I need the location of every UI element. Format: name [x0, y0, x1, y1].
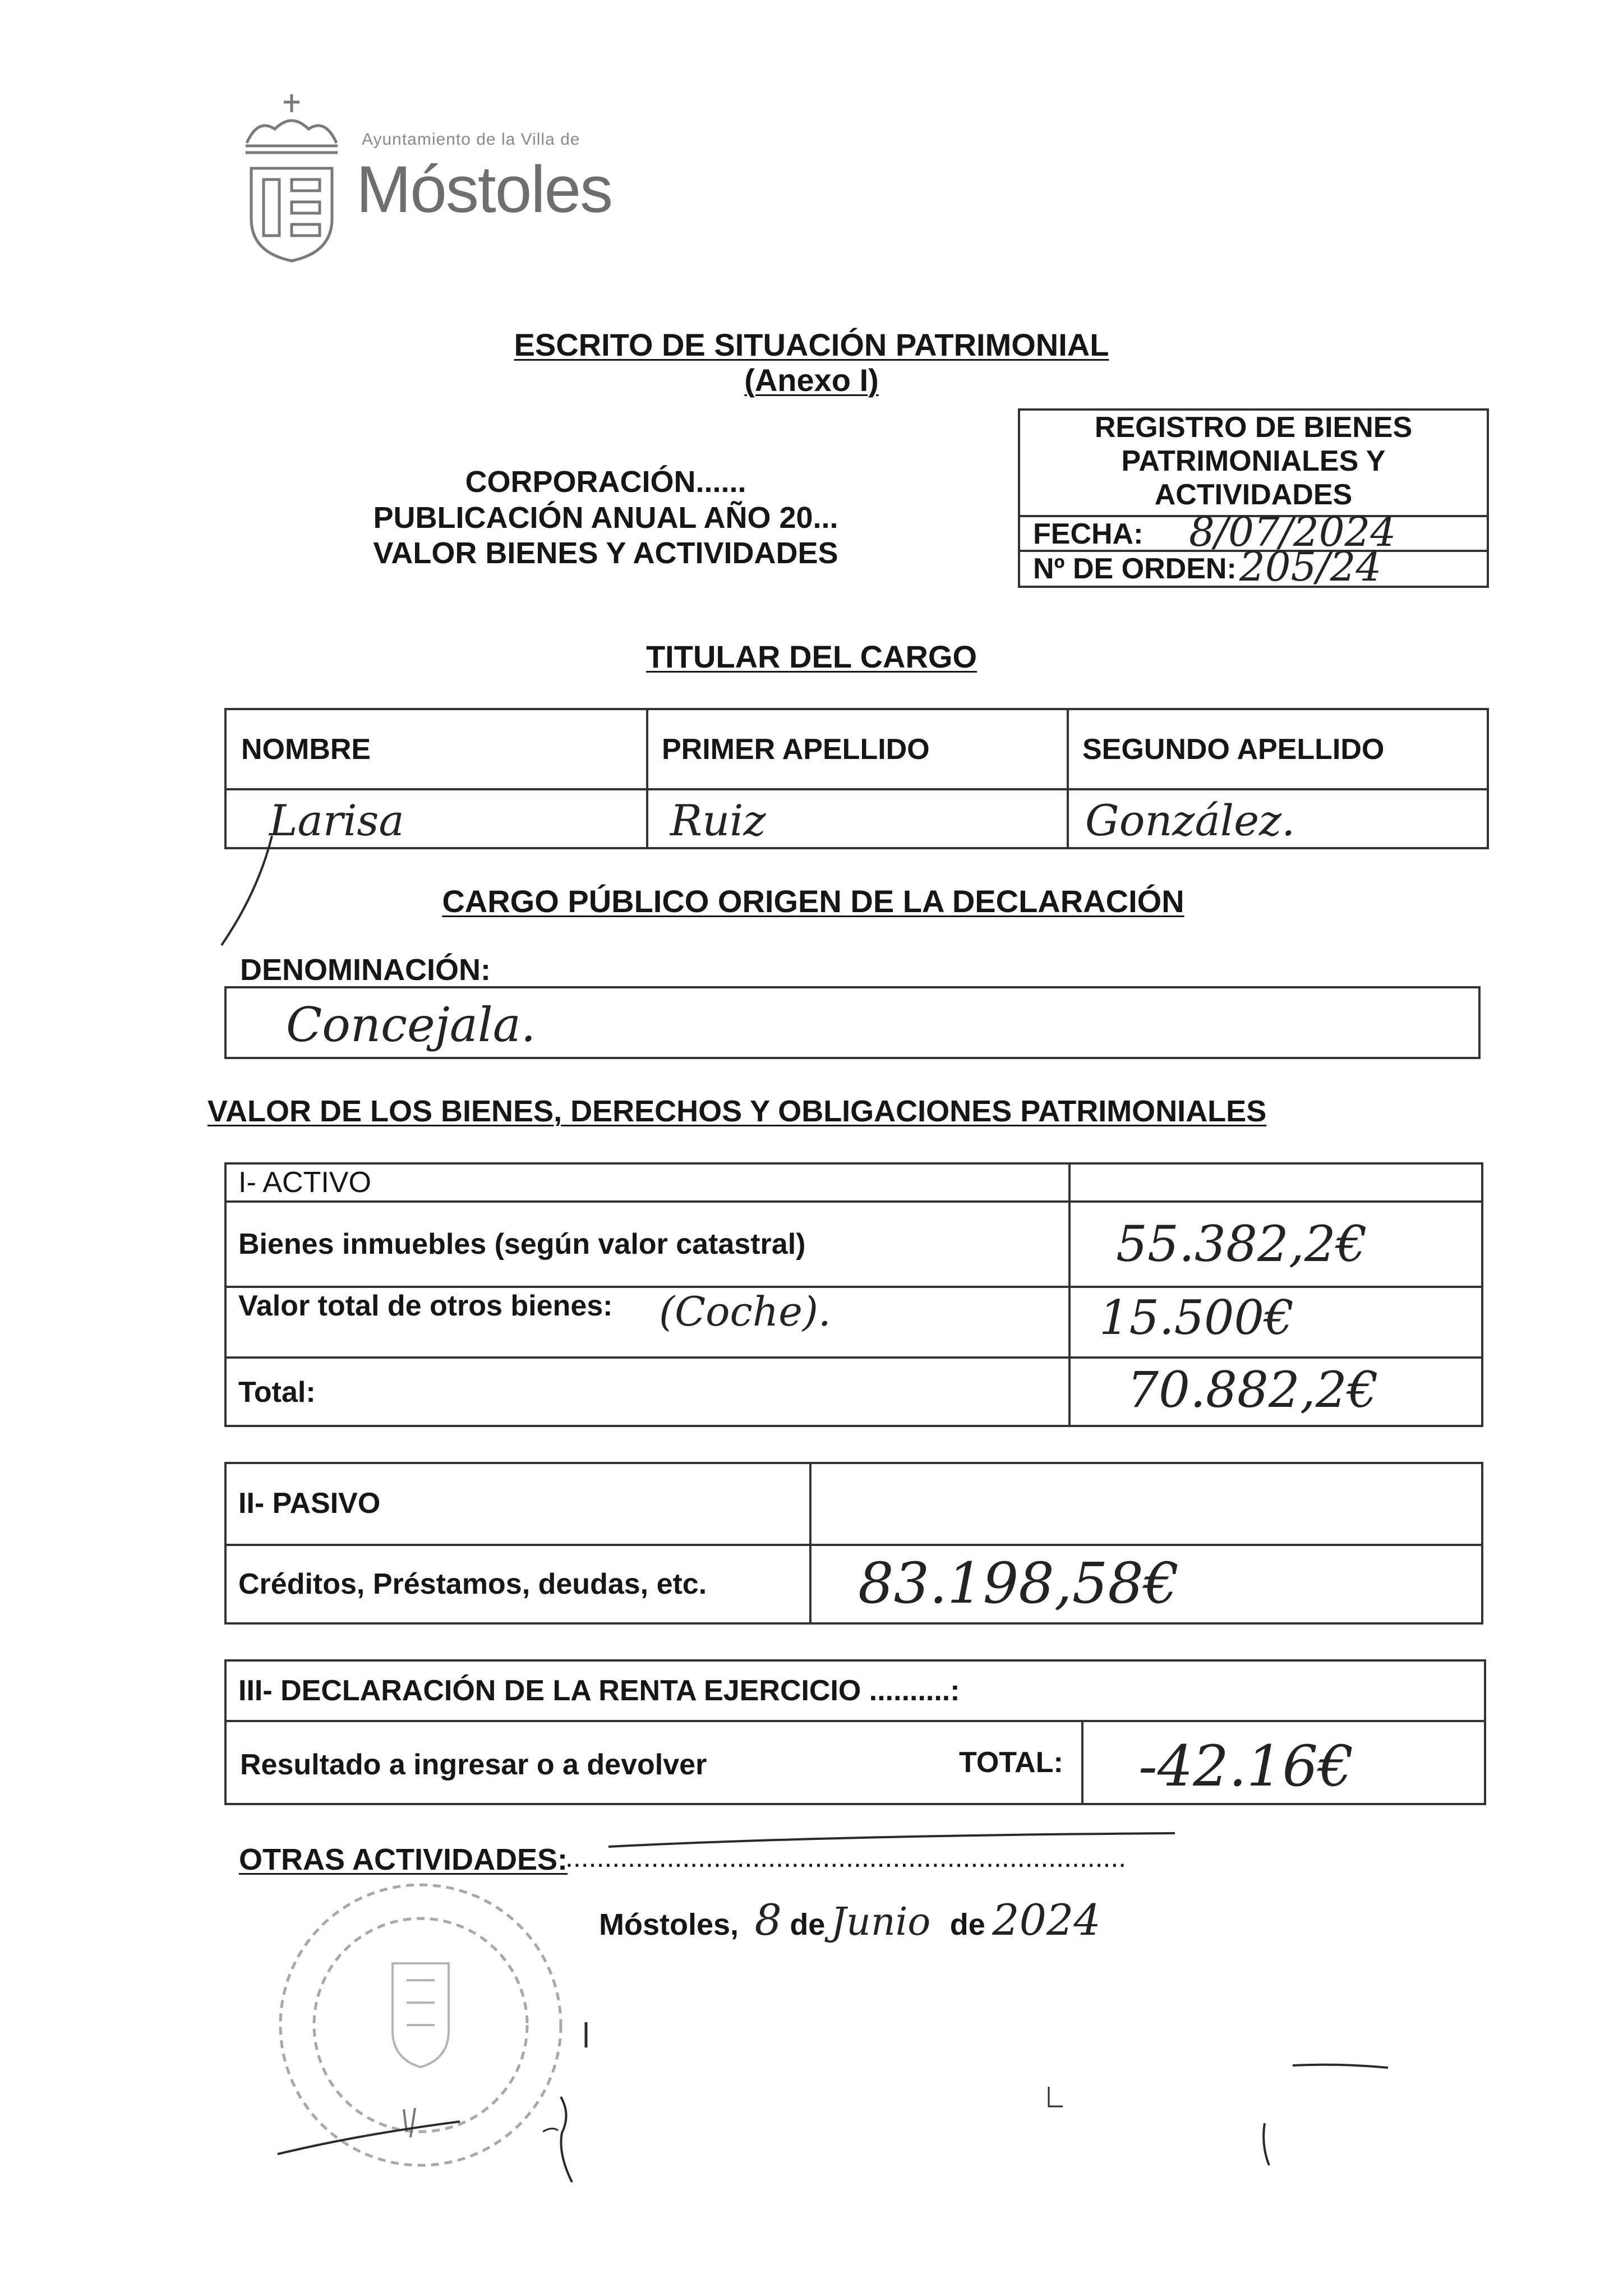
pen-stroke: [1253, 2120, 1276, 2171]
titular-table: [224, 708, 1489, 849]
valor-heading: VALOR DE LOS BIENES, DERECHOS Y OBLIGACIONES PATRIMONIALES: [208, 1094, 1267, 1128]
corporacion-label: CORPORACIÓN......: [465, 465, 746, 499]
pasivo-col-divider: [809, 1462, 811, 1625]
renta-divider: [224, 1720, 1486, 1722]
activo-col-divider: [1068, 1162, 1071, 1427]
valor-bienes-label: VALOR BIENES Y ACTIVIDADES: [373, 536, 838, 570]
pen-stroke: [606, 1830, 1178, 1852]
logo-subtitle: Ayuntamiento de la Villa de: [362, 130, 580, 149]
mes-value: Junio: [831, 1900, 931, 1944]
inmuebles-value: 55.382,2€: [1116, 1215, 1367, 1273]
titular-header-divider: [224, 788, 1489, 790]
coat-of-arms-icon: [236, 90, 348, 264]
logo-city: Móstoles: [356, 153, 612, 227]
titular-heading: TITULAR DEL CARGO: [645, 639, 978, 674]
creditos-value: 83.198,58€: [858, 1550, 1179, 1616]
renta-total-label: TOTAL:: [959, 1746, 1063, 1779]
pen-stroke: [1043, 2081, 1071, 2115]
pen-stroke: [1290, 2059, 1391, 2076]
lugar-label: Móstoles,: [599, 1908, 739, 1941]
activo-total-label: Total:: [238, 1376, 316, 1409]
otras-actividades-dots: ........................................................................: [565, 1842, 1127, 1873]
municipal-logo: [236, 90, 617, 264]
anio-value: 2024: [992, 1895, 1101, 1945]
registro-title: [1018, 411, 1489, 512]
titular-col-divider: [1067, 708, 1069, 849]
pen-stroke: [575, 2019, 597, 2053]
orden-value: 205/24: [1239, 543, 1382, 590]
orden-label: Nº DE ORDEN:: [1033, 553, 1237, 585]
col-primer-apellido: PRIMER APELLIDO: [662, 733, 930, 766]
pasivo-title: II- PASIVO: [238, 1487, 381, 1520]
registro-title-line: PATRIMONIALES Y: [1121, 445, 1386, 477]
cargo-heading: CARGO PÚBLICO ORIGEN DE LA DECLARACIÓN: [442, 884, 1184, 919]
col-nombre: NOMBRE: [241, 733, 371, 766]
handwritten-signature: [275, 2070, 623, 2216]
activo-divider: [224, 1286, 1483, 1288]
col-segundo-apellido: SEGUNDO APELLIDO: [1082, 733, 1385, 766]
document-subtitle: (Anexo I): [744, 362, 879, 398]
primer-apellido-value: Ruiz: [670, 795, 766, 845]
fecha-value: 8/07/2024: [1189, 508, 1396, 555]
renta-total-value: -42.16€: [1138, 1733, 1354, 1799]
activo-divider: [224, 1200, 1483, 1203]
activo-title: I- ACTIVO: [238, 1166, 371, 1199]
activo-divider: [224, 1356, 1483, 1359]
fecha-label: FECHA:: [1033, 518, 1144, 550]
otras-actividades-label: OTRAS ACTIVIDADES:: [239, 1843, 568, 1876]
pasivo-divider: [224, 1544, 1483, 1546]
otros-bienes-note: (Coche).: [659, 1288, 831, 1335]
denominacion-label: DENOMINACIÓN:: [240, 953, 491, 987]
otros-bienes-label: Valor total de otros bienes:: [238, 1290, 613, 1322]
de-label: de: [790, 1908, 826, 1941]
dia-value: 8: [754, 1895, 782, 1945]
resultado-label: Resultado a ingresar o a devolver: [240, 1749, 707, 1781]
registro-title-line: REGISTRO DE BIENES: [1094, 411, 1413, 444]
renta-col-divider: [1081, 1720, 1083, 1805]
otros-bienes-value: 15.500€: [1099, 1290, 1294, 1345]
nombre-value: Larisa: [269, 795, 404, 845]
inmuebles-label: Bienes inmuebles (según valor catastral): [238, 1228, 806, 1260]
creditos-label: Créditos, Préstamos, deudas, etc.: [238, 1568, 707, 1600]
segundo-apellido-value: González.: [1085, 795, 1295, 845]
document-title: ESCRITO DE SITUACIÓN PATRIMONIAL: [514, 327, 1109, 362]
publicacion-label: PUBLICACIÓN ANUAL AÑO 20...: [373, 501, 838, 535]
registro-title-line: ACTIVIDADES: [1154, 478, 1353, 511]
titular-col-divider: [646, 708, 648, 849]
denominacion-value: Concejala.: [286, 997, 536, 1052]
activo-total-value: 70.882,2€: [1127, 1361, 1378, 1419]
renta-title: III- DECLARACIÓN DE LA RENTA EJERCICIO ..........:: [238, 1674, 960, 1707]
de-label: de: [949, 1908, 985, 1941]
signature-line: [599, 1895, 1101, 1957]
